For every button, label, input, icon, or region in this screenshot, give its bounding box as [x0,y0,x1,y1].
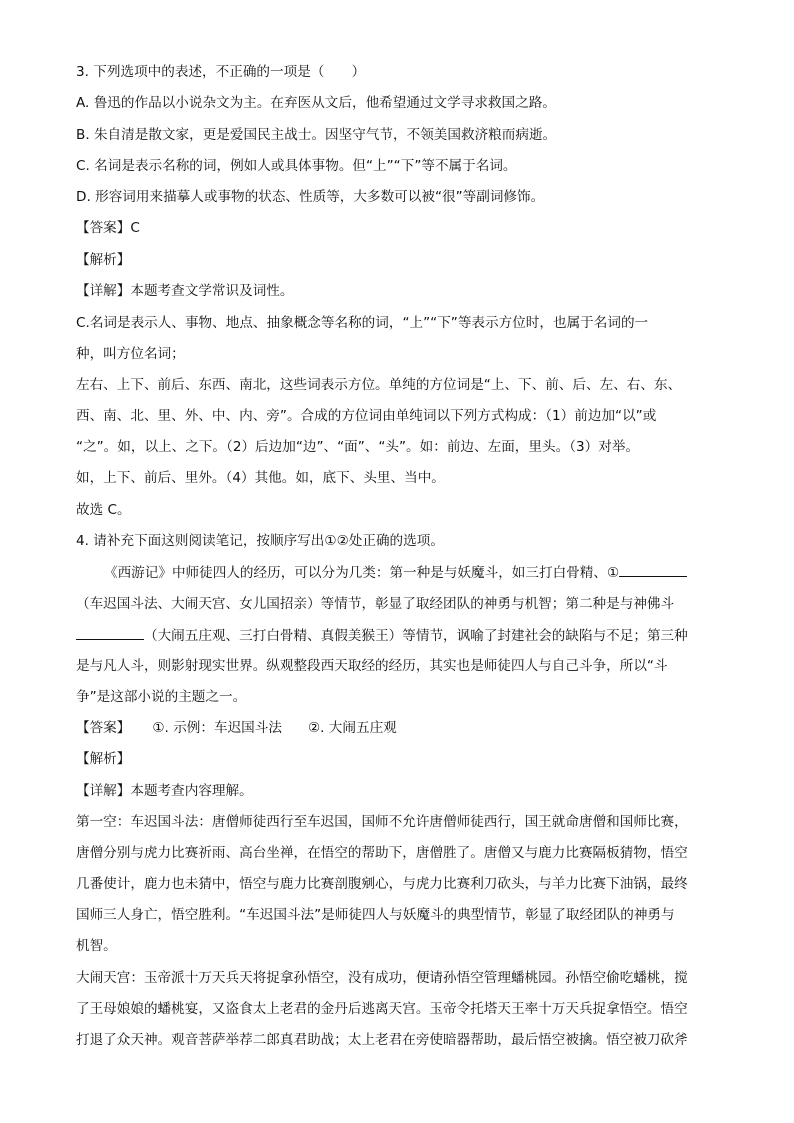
q3-option-c: C. 名词是表示名称的词，例如人或具体事物。但“上”“下”等不属于名词。 [76,158,517,174]
q4-analysis-label: 【解析】 [76,751,131,767]
q4-passage-line [104,564,687,581]
q4-detail-line: 国师三人身亡，悟空胜利。“车迟国斗法”是师徒四人与妖魔斗的典型情节，彰显了取经团队的神勇与 [76,907,675,923]
q4-passage-line: 争”是这部小说的主题之一。 [76,689,247,705]
q4-passage-text: 《西游记》中师徒四人的经历，可以分为几类：第一种是与妖魔斗，如三打白骨精、① [104,565,620,581]
q4-passage-line: 是与凡人斗，则影射现实世界。纵观整段西天取经的经历，其实也是师徒四人与自己斗争，所以“斗 [76,658,668,674]
q4-detail-line: 了王母娘娘的蟠桃宴，又盗食太上老君的金丹后逃离天宫。玉帝令托塔天王率十万天兵捉拿悟空。悟空 [76,1001,688,1017]
q4-answer-2: ②. 大闹五庄观 [307,720,397,736]
q3-stem: 3. 下列选项中的表述，不正确的一项是（ ） [76,64,366,80]
q3-detail-line: “之”。如，以上、之下。（2）后边加“边”、“面”、“头”。如：前边、左面，里头。（3）对举。 [76,439,640,455]
q4-detail-line: 机智。 [76,938,117,954]
q4-answer [76,720,397,736]
q4-detail-line: 几番使计，鹿力也未猜中，悟空与鹿力比赛剖腹剜心，与虎力比赛利刀砍头，与羊力比赛下油锅，最终 [76,876,688,892]
q4-detail-line: 第一空：车迟国斗法：唐僧师徒西行至车迟国，国师不允许唐僧师徒西行，国王就命唐僧和国师比赛， [76,814,688,830]
q3-detail-line: 如，上下、前后、里外。（4）其他。如，底下、头里、当中。 [76,470,445,486]
q4-detail-line: 唐僧分别与虎力比赛祈雨、高台坐禅，在悟空的帮助下，唐僧胜了。唐僧又与鹿力比赛隔板猜物，悟空 [76,845,688,861]
q4-detail-line: 【详解】本题考查内容理解。 [76,783,253,799]
q4-passage-text: （大闹五庄观、三打白骨精、真假美猴王）等情节，讽喻了封建社会的缺陷与不足；第三种 [144,628,688,644]
q3-detail-line: 种，叫方位名词； [76,346,185,362]
q4-detail-line: 大闹天宫：玉帝派十万天兵天将捉拿孙悟空，没有成功，便请孙悟空管理蟠桃园。孙悟空偷吃蟠桃，搅 [76,970,688,986]
q3-option-b: B. 朱自清是散文家，更是爱国民主战士。因坚守气节，不领美国救济粮而病逝。 [76,127,557,143]
q3-detail-line: 左右、上下、前后、东西、南北，这些词表示方位。单纯的方位词是“上、下、前、后、左、右、东、 [76,377,682,393]
q3-detail-line: 故选 C。 [76,502,131,518]
q3-option-d: D. 形容词用来描摹人或事物的状态、性质等，大多数可以被“很”等副词修饰。 [76,189,545,205]
q3-option-a: A. 鲁迅的作品以小说杂文为主。在弃医从文后，他希望通过文学寻求救国之路。 [76,95,556,111]
q3-detail-line: C.名词是表示人、事物、地点、抽象概念等名称的词，“上”“下”等表示方位时，也属于名词的一 [76,315,649,331]
q3-answer: 【答案】C [76,220,140,236]
blank-2 [76,627,144,640]
q4-answer-1: ①. 示例：车迟国斗法 [152,720,282,736]
q3-analysis-label: 【解析】 [76,252,131,268]
q4-answer-label: 【答案】 [76,720,131,736]
q3-detail-line: 【详解】本题考查文学常识及词性。 [76,283,294,299]
q4-passage-line [76,627,688,644]
q3-detail-line: 西、南、北、里、外、中、内、旁”。合成的方位词由单纯词以下列方式构成：（1）前边加“以”或 [76,408,657,424]
blank-1 [619,564,687,577]
q4-detail-line: 打退了众天神。观音菩萨举荐二郎真君助战；太上老君在旁使暗器帮助，最后悟空被擒。悟空被刀砍斧 [76,1032,688,1048]
q4-stem: 4. 请补充下面这则阅读笔记，按顺序写出①②处正确的选项。 [76,533,444,549]
q4-passage-line: （车迟国斗法、大闹天宫、女儿国招亲）等情节，彰显了取经团队的神勇与机智；第二种是与神佛斗 [76,596,675,612]
